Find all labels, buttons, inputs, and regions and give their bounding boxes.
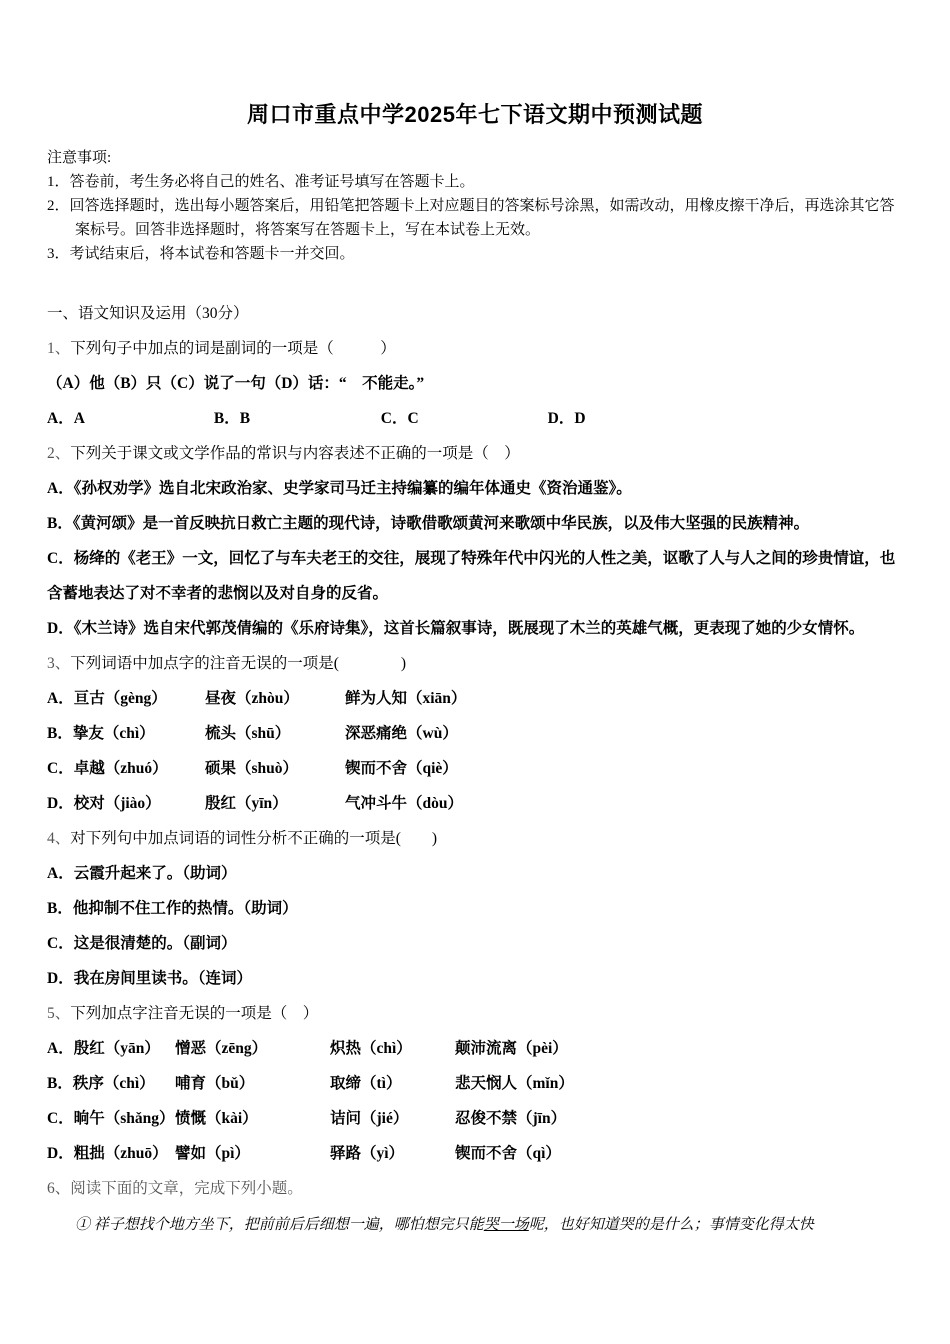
option-cell: 憎恶（zēng）: [175, 1040, 268, 1057]
question-2-option-a: A．《孙权劝学》选自北宋政治家、史学家司马迁主持编纂的编年体通史《资治通鉴》。: [47, 480, 632, 497]
question-6-text: 阅读下面的文章，完成下列小题。: [70, 1180, 303, 1197]
notice-item-3: 3．考试结束后，将本试卷和答题卡一并交回。: [47, 246, 355, 262]
question-1-subline: （A）他（B）只（C）说了一句（D）话：“ 不能走。”: [47, 375, 425, 392]
option-cell: 哺育（bǔ）: [175, 1075, 255, 1092]
option-cell: 愤慨（kài）: [175, 1110, 258, 1127]
option-cell: 气冲斗牛（dòu）: [345, 795, 463, 812]
option-cell: 殷红（yīn）: [205, 795, 288, 812]
question-4-stem: [47, 821, 903, 856]
question-2-option-d: D．《木兰诗》选自宋代郭茂倩编的《乐府诗集》，这首长篇叙事诗，既展现了木兰的英雄气概，更表现了她的少女情怀。: [47, 620, 865, 637]
notice-heading: 注意事项:: [47, 150, 112, 166]
question-2-stem: [47, 436, 903, 471]
option-cell: D．校对（jiào）: [47, 795, 161, 812]
question-2-option-c: C．杨绛的《老王》一文，回忆了与车夫老王的交往，展现了特殊年代中闪光的人性之美，讴歌了人与人之间的珍贵情谊，也含蓄地表达了对不幸者的悲悯以及对自身的反省。: [47, 550, 896, 602]
question-5-option-d: [47, 1136, 903, 1171]
exam-title: 周口市重点中学2025年七下语文期中预测试题: [247, 102, 703, 127]
notice-item-1: 1．答卷前，考生务必将自己的姓名、准考证号填写在答题卡上。: [47, 174, 475, 190]
section-heading: 一、语文知识及运用（30分）: [47, 305, 249, 322]
question-1-number: 1、: [47, 340, 71, 357]
question-2-text: 下列关于课文或文学作品的常识与内容表述不正确的一项是（ ）: [70, 445, 520, 462]
option-cell: A．亘古（gèng）: [47, 690, 167, 707]
choice-c: C．C: [380, 410, 419, 427]
question-5-number: 5、: [47, 1005, 71, 1022]
exam-body: [47, 296, 903, 1242]
question-5-option-b: [47, 1066, 903, 1101]
question-5-text: 下列加点字注音无误的一项是（ ）: [70, 1005, 319, 1022]
question-1-stem: [47, 331, 903, 366]
question-1-text: 下列句子中加点的词是副词的一项是（ ）: [70, 340, 396, 357]
question-6-number: 6、: [47, 1180, 71, 1197]
passage-text-before: ① 祥子想找个地方坐下，把前前后后细想一遍，哪怕想完只能: [75, 1217, 484, 1233]
option-cell: 炽热（chì）: [330, 1040, 412, 1057]
option-cell: A．殷红（yān）: [47, 1040, 160, 1057]
question-5-option-c: [47, 1101, 903, 1136]
option-cell: C．卓越（zhuó）: [47, 760, 168, 777]
option-cell: 取缔（tì）: [330, 1075, 402, 1092]
passage-text-after: 呢，也好知道哭的是什么；事情变化得太快: [528, 1217, 814, 1233]
question-5-option-a: [47, 1031, 903, 1066]
option-cell: 梳头（shū）: [205, 725, 291, 742]
option-cell: 硕果（shuò）: [205, 760, 299, 777]
question-3-stem: [47, 646, 903, 681]
question-4-option-a: A．云霞升起来了。（助词）: [47, 865, 237, 882]
question-3-text: 下列词语中加点字的注音无误的一项是( ): [70, 655, 407, 672]
option-cell: D．粗拙（zhuō）: [47, 1145, 168, 1162]
option-cell: 锲而不舍（qiè）: [345, 760, 458, 777]
option-cell: C．晌午（shǎng）: [47, 1110, 175, 1127]
question-3-option-a: [47, 681, 903, 716]
question-4-option-c: C．这是很清楚的。（副词）: [47, 935, 237, 952]
option-cell: B．秩序（chì）: [47, 1075, 155, 1092]
option-cell: 诘问（jié）: [330, 1110, 409, 1127]
choice-b: B．B: [213, 410, 251, 427]
option-cell: 昼夜（zhòu）: [205, 690, 299, 707]
question-3-option-c: [47, 751, 903, 786]
question-3-number: 3、: [47, 655, 71, 672]
question-5-stem: [47, 996, 903, 1031]
option-cell: 颠沛流离（pèi）: [455, 1040, 568, 1057]
option-cell: 深恶痛绝（wù）: [345, 725, 458, 742]
question-6-passage: [75, 1208, 903, 1242]
option-cell: B．挚友（chì）: [47, 725, 155, 742]
question-4-text: 对下列句中加点词语的词性分析不正确的一项是( ): [70, 830, 438, 847]
notice-section: [47, 146, 903, 266]
option-cell: 悲天悯人（mǐn）: [455, 1075, 574, 1092]
option-cell: 譬如（pì）: [175, 1145, 250, 1162]
option-cell: 忍俊不禁（jīn）: [455, 1110, 567, 1127]
option-cell: 锲而不舍（qì）: [455, 1145, 561, 1162]
question-3-option-b: [47, 716, 903, 751]
question-6-stem: [47, 1171, 903, 1206]
choice-d: D．D: [547, 410, 586, 427]
question-1-choices: [47, 401, 903, 436]
question-2-number: 2、: [47, 445, 71, 462]
option-cell: 鲜为人知（xiān）: [345, 690, 467, 707]
option-cell: 驿路（yì）: [330, 1145, 405, 1162]
question-4-option-b: B．他抑制不住工作的热情。（助词）: [47, 900, 298, 917]
passage-text-underlined: 哭一场: [483, 1217, 529, 1233]
choice-a: A．A: [47, 410, 85, 427]
question-4-number: 4、: [47, 830, 71, 847]
question-4-option-d: D．我在房间里读书。（连词）: [47, 970, 252, 987]
question-2-option-b: B．《黄河颂》是一首反映抗日救亡主题的现代诗，诗歌借歌颂黄河来歌颂中华民族，以及伟大坚强的民族精神。: [47, 515, 810, 532]
question-3-option-d: [47, 786, 903, 821]
notice-item-2: 2．回答选择题时，选出每小题答案后，用铅笔把答题卡上对应题目的答案标号涂黑，如需改动，用橡皮擦干净后，再选涂其它答案标号。回答非选择题时，将答案写在答题卡上，写在本试卷上无效。: [47, 198, 895, 238]
